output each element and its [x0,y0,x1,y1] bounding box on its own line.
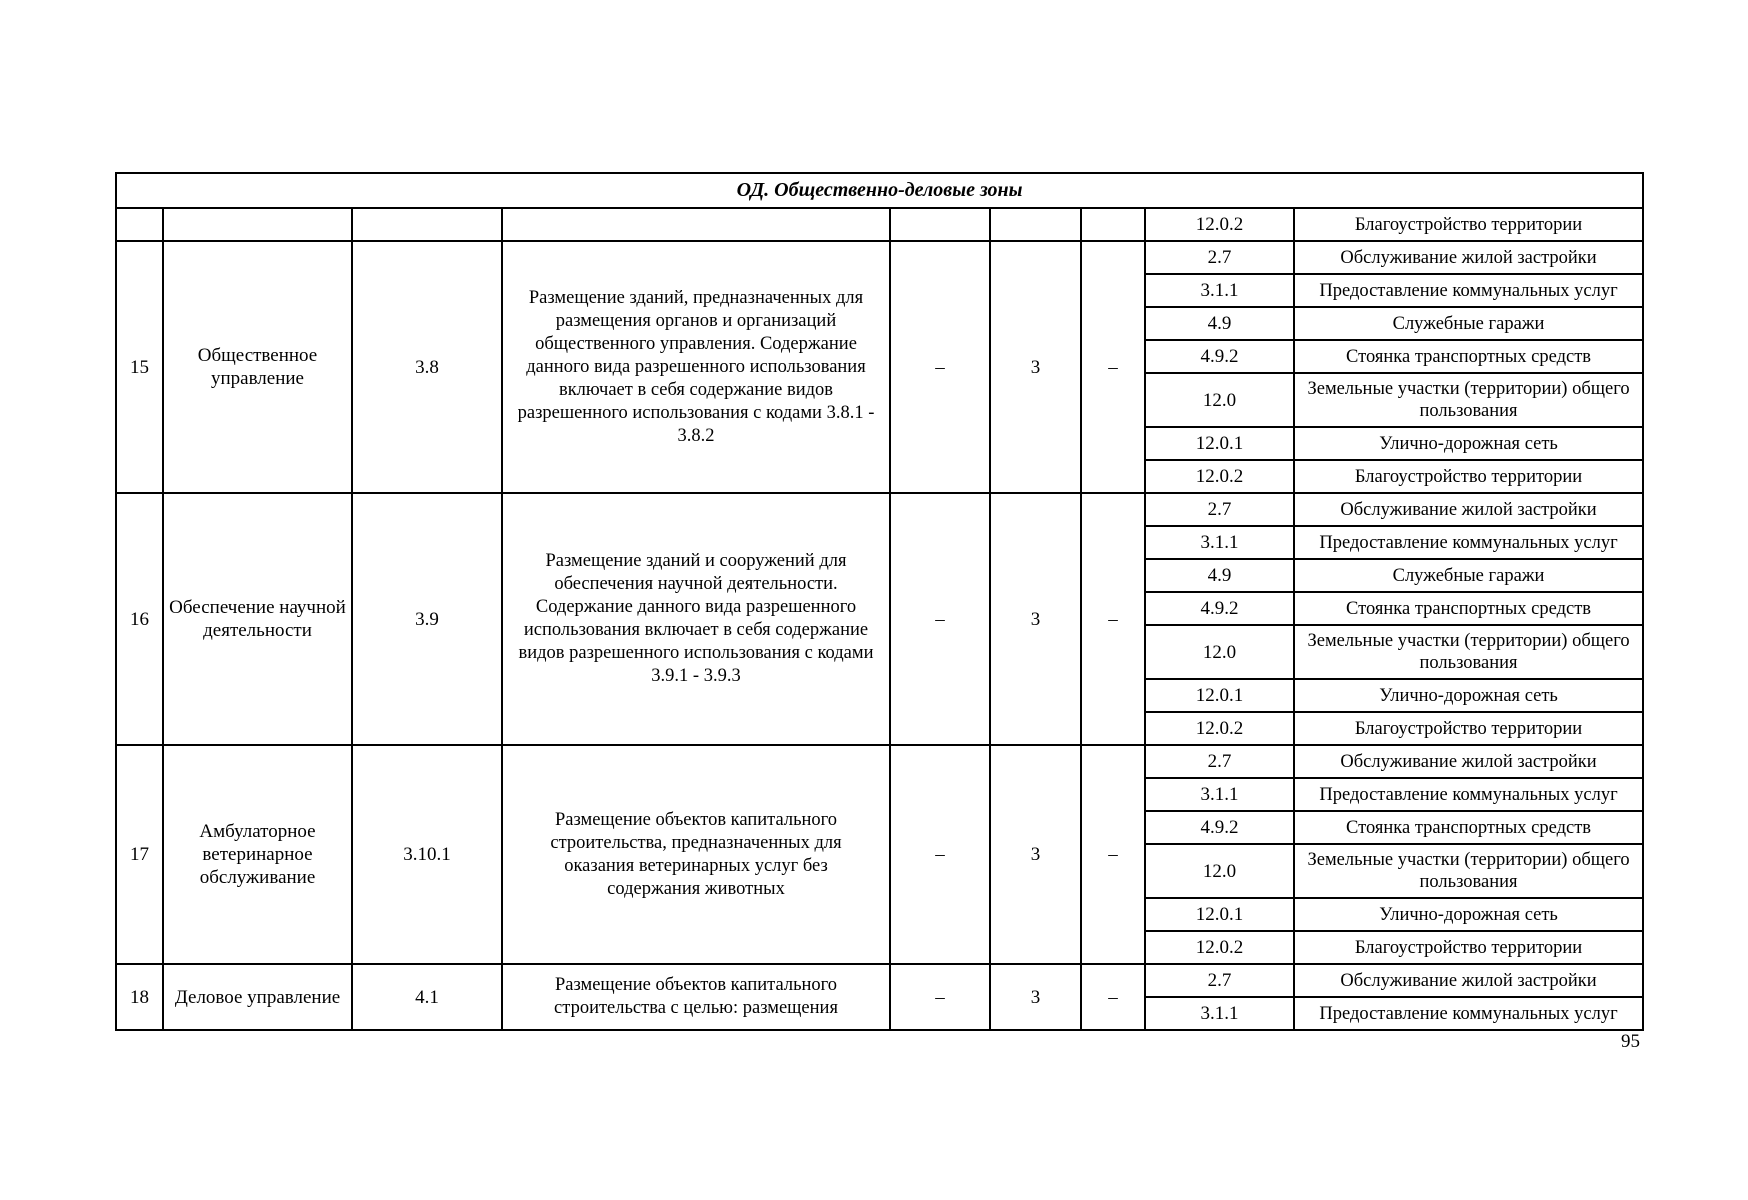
use-description: Размещение объектов капитального строительства с целью: размещения [502,964,890,1030]
row-number: 16 [116,493,163,745]
zone-title-row [116,173,1643,208]
sub-code: 12.0.2 [1145,931,1294,964]
sub-code: 12.0.2 [1145,712,1294,745]
sub-code: 12.0 [1145,844,1294,898]
empty-cell [163,208,352,241]
use-description: Размещение объектов капитального строительства, предназначенных для оказания ветеринарных услуг без содержания животных [502,745,890,964]
sub-code: 12.0.1 [1145,679,1294,712]
sub-name: Предоставление коммунальных услуг [1294,274,1643,307]
sub-code: 12.0 [1145,373,1294,427]
use-name: Общественное управление [163,241,352,493]
row-number: 18 [116,964,163,1030]
sub-name: Обслуживание жилой застройки [1294,241,1643,274]
sub-code: 4.9.2 [1145,340,1294,373]
sub-name: Стоянка транспортных средств [1294,811,1643,844]
sub-name: Предоставление коммунальных услуг [1294,526,1643,559]
sub-code: 2.7 [1145,241,1294,274]
sub-name: Обслуживание жилой застройки [1294,964,1643,997]
sub-name: Предоставление коммунальных услуг [1294,778,1643,811]
sub-code: 3.1.1 [1145,778,1294,811]
empty-cell [352,208,502,241]
use-name: Амбулаторное ветеринарное обслуживание [163,745,352,964]
param-3: – [1081,745,1145,964]
land-use-table [115,172,1644,1031]
sub-name: Земельные участки (территории) общего пользования [1294,844,1643,898]
empty-cell [990,208,1081,241]
param-1: – [890,493,990,745]
param-2: 3 [990,241,1081,493]
sub-code: 12.0.1 [1145,898,1294,931]
empty-cell [116,208,163,241]
sub-code: 12.0.2 [1145,460,1294,493]
sub-code: 4.9.2 [1145,592,1294,625]
param-2: 3 [990,493,1081,745]
param-1: – [890,745,990,964]
sub-code: 2.7 [1145,745,1294,778]
sub-code: 4.9 [1145,559,1294,592]
param-3: – [1081,493,1145,745]
sub-name: Служебные гаражи [1294,559,1643,592]
use-description: Размещение зданий, предназначенных для размещения органов и организаций общественного управления. Содержание данного вида разрешенного использования включает в себя содержание видов разрешенного использования с кодами 3.8.1 - 3.8.2 [502,241,890,493]
use-code: 3.9 [352,493,502,745]
use-description: Размещение зданий и сооружений для обеспечения научной деятельности. Содержание данного вида разрешенного использования включает в себя содержание видов разрешенного использования с кодами 3.9.1 - 3.9.3 [502,493,890,745]
param-1: – [890,241,990,493]
sub-name: Служебные гаражи [1294,307,1643,340]
page-number: 95 [1621,1031,1640,1052]
sub-code: 3.1.1 [1145,997,1294,1030]
sub-name: Стоянка транспортных средств [1294,340,1643,373]
row-number: 17 [116,745,163,964]
use-code: 4.1 [352,964,502,1030]
sub-name: Стоянка транспортных средств [1294,592,1643,625]
row-number: 15 [116,241,163,493]
sub-code: 2.7 [1145,493,1294,526]
sub-code: 12.0 [1145,625,1294,679]
sub-code: 2.7 [1145,964,1294,997]
sub-code: 12.0.2 [1145,208,1294,241]
sub-code: 12.0.1 [1145,427,1294,460]
sub-code: 4.9.2 [1145,811,1294,844]
param-1: – [890,964,990,1030]
table-row [116,745,1643,778]
use-name: Деловое управление [163,964,352,1030]
param-2: 3 [990,745,1081,964]
sub-name: Улично-дорожная сеть [1294,679,1643,712]
sub-name: Благоустройство территории [1294,460,1643,493]
sub-code: 4.9 [1145,307,1294,340]
table-row [116,964,1643,997]
sub-name: Благоустройство территории [1294,712,1643,745]
sub-name: Земельные участки (территории) общего пользования [1294,625,1643,679]
sub-name: Улично-дорожная сеть [1294,427,1643,460]
empty-cell [1081,208,1145,241]
table-row [116,241,1643,274]
sub-name: Улично-дорожная сеть [1294,898,1643,931]
sub-name: Обслуживание жилой застройки [1294,745,1643,778]
use-code: 3.8 [352,241,502,493]
sub-name: Обслуживание жилой застройки [1294,493,1643,526]
table-row [116,493,1643,526]
param-2: 3 [990,964,1081,1030]
use-code: 3.10.1 [352,745,502,964]
sub-name: Благоустройство территории [1294,208,1643,241]
continuation-row [116,208,1643,241]
empty-cell [502,208,890,241]
zone-title: ОД. Общественно-деловые зоны [116,173,1643,208]
use-name: Обеспечение научной деятельности [163,493,352,745]
document-page [115,172,1642,1031]
sub-code: 3.1.1 [1145,274,1294,307]
param-3: – [1081,964,1145,1030]
sub-name: Благоустройство территории [1294,931,1643,964]
param-3: – [1081,241,1145,493]
sub-name: Земельные участки (территории) общего пользования [1294,373,1643,427]
sub-code: 3.1.1 [1145,526,1294,559]
empty-cell [890,208,990,241]
sub-name: Предоставление коммунальных услуг [1294,997,1643,1030]
